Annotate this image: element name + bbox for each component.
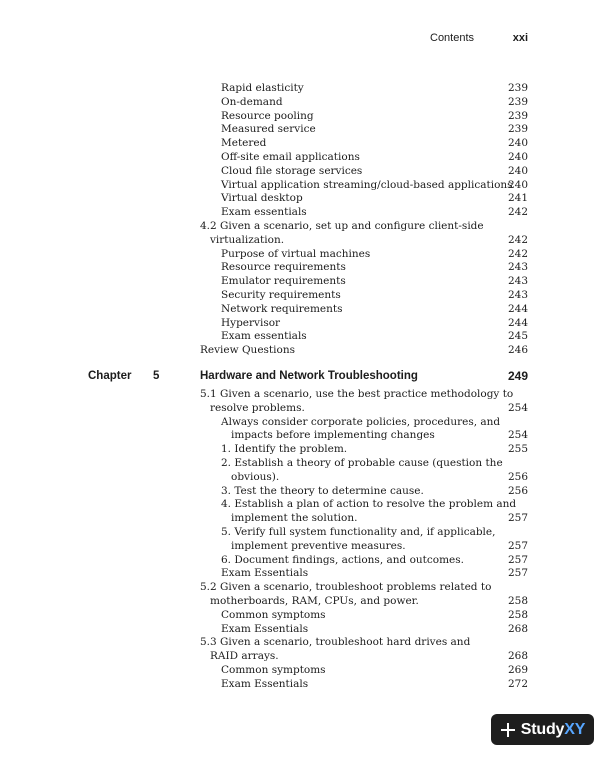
- toc-entry-page: 256: [507, 470, 528, 483]
- toc-entry[interactable]: [200, 470, 528, 484]
- studyxy-badge[interactable]: [491, 714, 594, 745]
- toc-entry-page: 257: [507, 539, 528, 552]
- toc-entry[interactable]: [200, 343, 528, 357]
- toc-entry-page: 246: [507, 344, 528, 357]
- toc-entry-page: 243: [507, 289, 528, 301]
- toc-entry-page: 268: [507, 622, 528, 635]
- chapter-heading[interactable]: [88, 368, 528, 384]
- toc-entry[interactable]: [200, 525, 528, 539]
- toc-entry-text: Exam Essentials: [221, 677, 309, 690]
- toc-entry[interactable]: [200, 677, 528, 691]
- toc-entry[interactable]: [200, 594, 528, 608]
- toc-entry[interactable]: [200, 260, 528, 274]
- toc-entry-page: 239: [507, 109, 528, 122]
- toc-entry[interactable]: [200, 95, 528, 109]
- toc-entry-page: 272: [507, 677, 528, 690]
- toc-entry-text: Metered: [221, 137, 267, 150]
- toc-entry-text: Always consider corporate policies, procedures, and: [221, 415, 501, 428]
- toc-entry-text: Resource pooling: [221, 109, 314, 122]
- toc-entry-page: 244: [507, 316, 528, 329]
- toc-entry-text: Exam Essentials: [221, 567, 309, 580]
- toc-entry-text: Exam essentials: [221, 330, 307, 343]
- toc-entry-text: Exam essentials: [221, 206, 307, 219]
- brand-main: Study: [520, 720, 565, 738]
- toc-entry-text: 5.1 Given a scenario, use the best practice methodology to: [200, 388, 514, 400]
- toc-entry[interactable]: [200, 178, 528, 192]
- toc-entry-page: 243: [507, 261, 528, 274]
- toc-entry[interactable]: [200, 401, 528, 415]
- toc-entry-text: Purpose of virtual machines: [221, 247, 371, 260]
- running-header-title: Contents: [430, 32, 475, 44]
- chapter-label: Chapter: [88, 370, 132, 382]
- toc-entry-page: 257: [507, 553, 528, 566]
- chapter-title: Hardware and Network Troubleshooting: [200, 370, 418, 382]
- toc-entry-page: 255: [507, 443, 528, 456]
- toc-entry[interactable]: [200, 387, 528, 401]
- toc-entry-text: Exam Essentials: [221, 622, 309, 635]
- toc-entry[interactable]: [200, 553, 528, 567]
- toc-entry-text: 1. Identify the problem.: [221, 443, 348, 456]
- toc-entry[interactable]: [200, 109, 528, 123]
- toc-entry-page: 256: [507, 484, 528, 497]
- toc-entry-text: Emulator requirements: [221, 275, 346, 288]
- toc-entry[interactable]: [200, 442, 528, 456]
- toc-entry-text: Resource requirements: [221, 261, 346, 274]
- toc-entry[interactable]: [200, 649, 528, 663]
- toc-entry-page: 240: [507, 164, 528, 177]
- toc-entry-text: 3. Test the theory to determine cause.: [221, 484, 424, 497]
- toc-entry-text: Rapid elasticity: [221, 82, 304, 94]
- toc-entry-page: 239: [507, 123, 528, 136]
- toc-entry-page: 242: [507, 247, 528, 260]
- toc-entry[interactable]: [200, 456, 528, 470]
- brand-name: [521, 721, 585, 739]
- toc-entry[interactable]: [200, 329, 528, 343]
- toc-entry-text: Virtual application streaming/cloud-based applications: [221, 178, 513, 191]
- toc-entry-text: On-demand: [221, 95, 283, 108]
- toc-entry-page: 258: [507, 595, 528, 607]
- toc-entry[interactable]: [200, 497, 528, 511]
- toc-entry[interactable]: [200, 566, 528, 580]
- toc-entry[interactable]: [200, 247, 528, 261]
- running-header: [430, 32, 528, 46]
- page-number: xxi: [512, 32, 528, 44]
- toc-entry[interactable]: [200, 233, 528, 247]
- toc-entry[interactable]: [200, 622, 528, 636]
- toc-entry-text: virtualization.: [210, 233, 285, 246]
- toc-entry[interactable]: [200, 191, 528, 205]
- toc-entry[interactable]: [200, 150, 528, 164]
- toc-entry-text: Review Questions: [200, 344, 295, 357]
- toc-entry-text: Common symptoms: [221, 608, 326, 621]
- toc-entry-page: 240: [507, 137, 528, 150]
- toc-entry-page: 242: [507, 206, 528, 219]
- toc-entry-text: implement preventive measures.: [231, 539, 406, 552]
- toc-entry-text: Network requirements: [221, 302, 343, 315]
- toc-entry[interactable]: [200, 580, 528, 594]
- toc-entry-page: 257: [507, 567, 528, 580]
- toc-entry-page: 269: [507, 664, 528, 676]
- toc-entry-text: 5.2 Given a scenario, troubleshoot problems related to: [200, 581, 492, 594]
- toc-entry[interactable]: [200, 122, 528, 136]
- toc-entry-page: 243: [507, 275, 528, 288]
- toc-entry[interactable]: [200, 635, 528, 649]
- toc-entry-page: 239: [507, 82, 528, 94]
- toc-entry[interactable]: [200, 136, 528, 150]
- toc-entry-text: motherboards, RAM, CPUs, and power.: [210, 595, 419, 607]
- toc-entry[interactable]: [200, 274, 528, 288]
- toc-entry-text: Hypervisor: [221, 316, 281, 329]
- toc-entry-text: 4. Establish a plan of action to resolve the problem and: [221, 498, 517, 511]
- toc-entry-text: implement the solution.: [231, 512, 358, 525]
- toc-entry[interactable]: [200, 608, 528, 622]
- chapter-number: 5: [153, 370, 160, 382]
- plus-icon: [500, 722, 516, 738]
- toc-entry-text: Virtual desktop: [221, 192, 303, 205]
- toc-entry[interactable]: [200, 484, 528, 498]
- toc-entry-page: 254: [507, 429, 528, 442]
- toc-entry[interactable]: [200, 164, 528, 178]
- toc-entry[interactable]: [200, 428, 528, 442]
- toc-entry-page: 257: [507, 512, 528, 525]
- toc-entry[interactable]: [200, 219, 528, 233]
- toc-entry-text: 2. Establish a theory of probable cause (question the: [221, 457, 503, 469]
- toc-entry-text: Off-site email applications: [221, 151, 360, 163]
- toc-entry[interactable]: [200, 663, 528, 677]
- toc-entry[interactable]: [200, 288, 528, 302]
- toc-entry-text: Measured service: [221, 123, 316, 136]
- toc-entry-page: 240: [507, 151, 528, 163]
- toc-entry-text: 5. Verify full system functionality and, if applicable,: [221, 526, 496, 538]
- toc-entry-text: 6. Document findings, actions, and outcomes.: [221, 553, 464, 566]
- toc-entry[interactable]: [200, 316, 528, 330]
- toc-entry-page: 240: [507, 178, 528, 191]
- toc-entry-text: obvious).: [231, 470, 280, 483]
- toc-entry-page: 242: [507, 233, 528, 246]
- toc-entry-page: 239: [507, 95, 528, 108]
- toc-entry[interactable]: [200, 415, 528, 429]
- toc-entry[interactable]: [200, 302, 528, 316]
- toc-entry-text: Security requirements: [221, 289, 341, 301]
- toc-entry-text: 5.3 Given a scenario, troubleshoot hard drives and: [200, 636, 471, 649]
- toc-entry-text: Cloud file storage services: [221, 164, 363, 177]
- toc-entry-text: impacts before implementing changes: [231, 429, 435, 442]
- chapter-page: 249: [507, 369, 528, 383]
- brand-accent: XY: [564, 720, 586, 738]
- toc-entry-page: 268: [507, 650, 528, 663]
- toc-entry-text: resolve problems.: [210, 401, 305, 414]
- toc-entry-text: 4.2 Given a scenario, set up and configure client-side: [200, 220, 484, 232]
- toc-entry-page: 258: [507, 608, 528, 621]
- toc-entry-page: 244: [507, 302, 528, 315]
- toc-entry-text: Common symptoms: [221, 664, 326, 676]
- toc-entry-text: RAID arrays.: [210, 650, 279, 663]
- toc-entry[interactable]: [200, 205, 528, 219]
- toc-entry-page: 245: [507, 330, 528, 343]
- toc-entry[interactable]: [200, 511, 528, 525]
- toc-entry[interactable]: [200, 539, 528, 553]
- toc-entry[interactable]: [200, 81, 528, 95]
- toc-entry-page: 241: [507, 192, 528, 205]
- toc-entry-page: 254: [507, 401, 528, 414]
